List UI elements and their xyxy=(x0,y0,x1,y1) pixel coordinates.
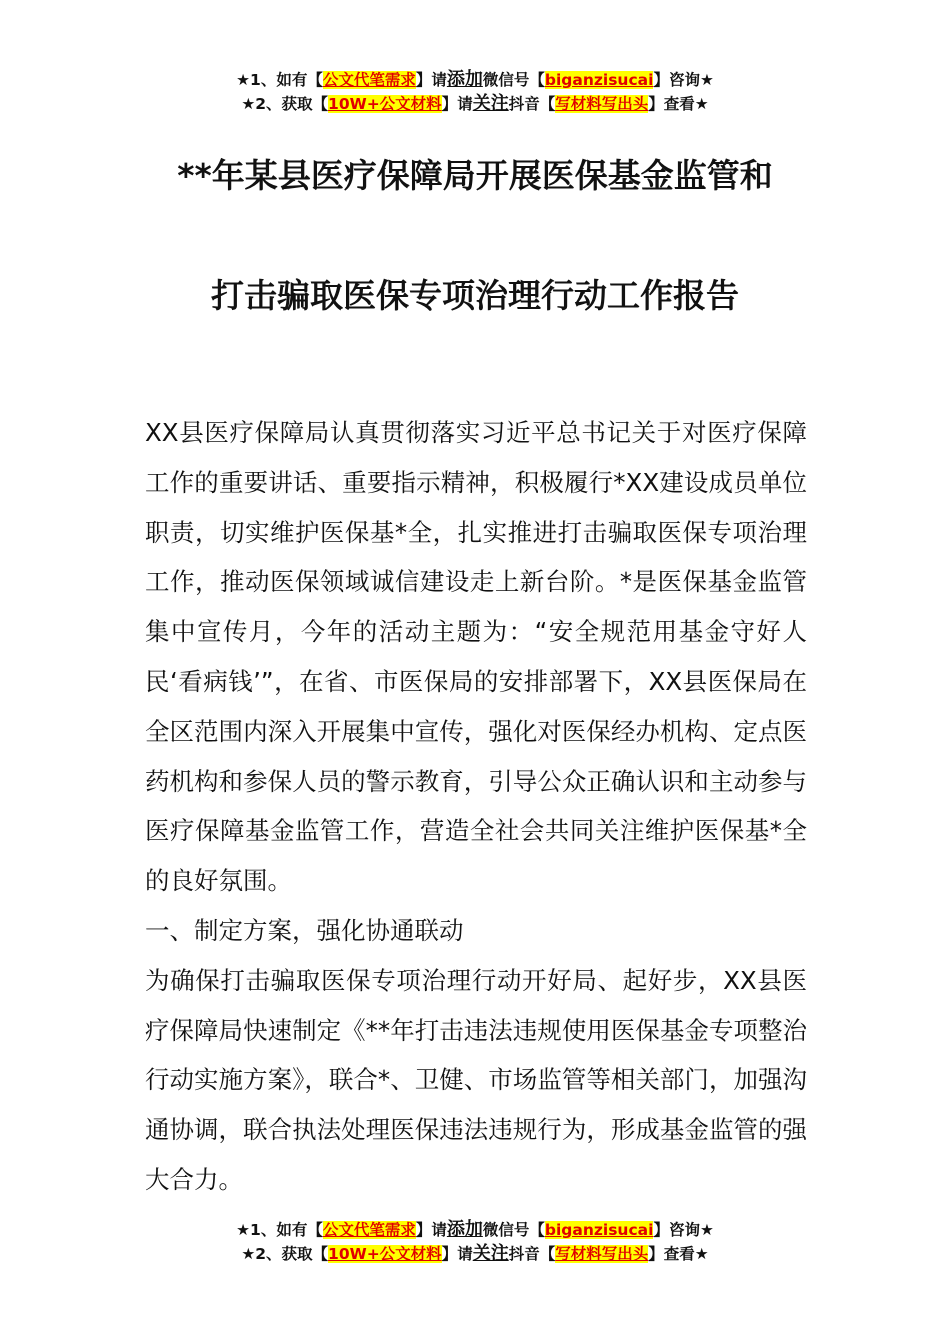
highlight: 公文代笔需求 xyxy=(322,71,416,89)
banner-line-2 xyxy=(0,92,950,116)
banner-line-1 xyxy=(0,1218,950,1242)
emphasis: 关注 xyxy=(472,1243,509,1264)
text: 抖音【 xyxy=(508,95,556,113)
text: 微信号【 xyxy=(482,1221,545,1239)
title-line-2: 打击骗取医保专项治理行动工作报告 xyxy=(211,276,739,315)
highlight: biganzisucai xyxy=(544,1221,654,1239)
text: 抖音【 xyxy=(508,1245,556,1263)
text: 】咨询★ xyxy=(653,1221,714,1239)
banner-line-2 xyxy=(0,1242,950,1266)
promo-banner-bottom xyxy=(0,1218,950,1266)
text: 】请 xyxy=(415,71,447,89)
paragraph: 为确保打击骗取医保专项治理行动开好局、起好步，XX县医疗保障局快速制定《**年打击违法违规使用医保基金专项整治行动实施方案》，联合*、卫健、市场监管等相关部门，加强沟通协调，联合执法处理医保违法违规行为，形成基金监管的强大合力。 xyxy=(145,965,807,1194)
document-body xyxy=(145,408,807,1205)
text: 】咨询★ xyxy=(653,71,714,89)
text: 】请 xyxy=(441,1245,473,1263)
text: 】查看★ xyxy=(648,95,709,113)
title-line-1: **年某县医疗保障局开展医保基金监管和 xyxy=(177,156,773,195)
banner-line-1 xyxy=(0,68,950,92)
text: 】查看★ xyxy=(648,1245,709,1263)
highlight: 公文代笔需求 xyxy=(322,1221,416,1239)
text: 微信号【 xyxy=(482,71,545,89)
highlight: 10W+公文材料 xyxy=(328,1245,442,1263)
emphasis: 关注 xyxy=(472,93,509,114)
emphasis: 添加 xyxy=(446,1219,483,1240)
text: ★1、如有【 xyxy=(236,1221,323,1239)
highlight: 写材料写出头 xyxy=(555,1245,649,1263)
highlight: 写材料写出头 xyxy=(555,95,649,113)
text: 】请 xyxy=(441,95,473,113)
promo-banner-top xyxy=(0,68,950,116)
text: ★2、获取【 xyxy=(241,95,329,113)
text: ★1、如有【 xyxy=(236,71,323,89)
text: 】请 xyxy=(415,1221,447,1239)
text: ★2、获取【 xyxy=(241,1245,329,1263)
highlight: 10W+公文材料 xyxy=(328,95,442,113)
section-heading: 一、制定方案，强化协通联动 xyxy=(145,915,464,945)
emphasis: 添加 xyxy=(446,69,483,90)
paragraph: XX县医疗保障局认真贯彻落实习近平总书记关于对医疗保障工作的重要讲话、重要指示精神，积极履行*XX建设成员单位职责，切实维护医保基*全，扎实推进打击骗取医保专项治理工作，推动医保领域诚信建设走上新台阶。*是医保基金监管集中宣传月，今年的活动主题为：“安全规范用基金守好人民‘看病钱’”，在省、市医保局的安排部署下，XX县医保局在全区范围内深入开展集中宣传，强化对医保经办机构、定点医药机构和参保人员的警示教育，引导公众正确认识和主动参与医疗保障基金监管工作，营造全社会共同关注维护医保基*全的良好氛围。 xyxy=(145,418,807,896)
highlight: biganzisucai xyxy=(544,71,654,89)
